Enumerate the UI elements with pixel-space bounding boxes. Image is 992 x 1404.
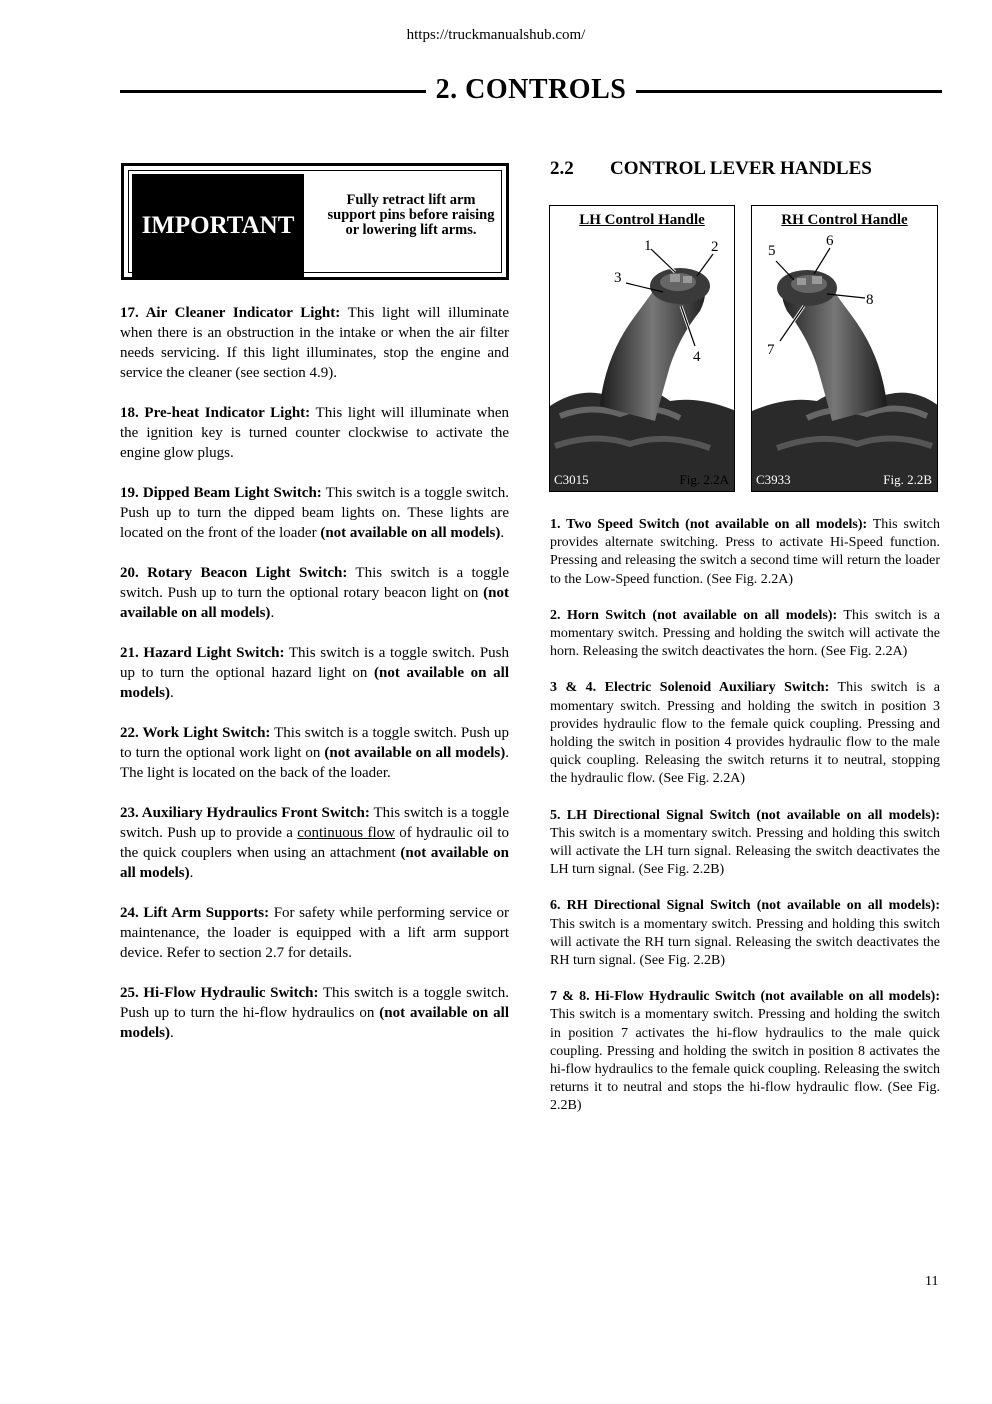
item-heading: 18. Pre-heat Indicator Light: (120, 405, 311, 421)
figure-caption-lh: Fig. 2.2A (679, 472, 729, 487)
item-paragraph (550, 679, 940, 788)
important-text: Fully retract lift arm support pins before raising or lowering lift arms. (327, 192, 495, 238)
item-body: This switch is a toggle switch. Push up to turn the dipped beam lights on. These lights are located on the front of the loader (120, 485, 509, 541)
rh-handle-illustration (752, 206, 938, 492)
item-heading: 1. Two Speed Switch (not available on all models): (550, 517, 868, 532)
item-body: This switch is a momentary switch. Pressing and holding this switch will activate the LH turn signal. Releasing the switch deactivates the LH turn signal. (See Fig. 2.2B) (550, 825, 940, 878)
item-paragraph (120, 403, 509, 463)
item-paragraph (120, 303, 509, 383)
item-tail: . The light is located on the back of the loader. (120, 745, 509, 781)
source-url: https://truckmanualshub.com/ (406, 27, 586, 43)
figure-title-lh: LH Control Handle (579, 212, 705, 228)
important-label: IMPORTANT (132, 174, 304, 277)
item-body: This switch is a momentary switch. Pressing and holding the switch in position 3 provides hydraulic flow to the female quick coupling. Pressing and holding the switch in position 4 provides hydraulic flow to the male quick coupling. Releasing the switch returns it to neutral, stopping the hydraulic flow. (See Fig. 2.2A) (550, 680, 940, 787)
item-body: For safety while performing service or maintenance, the loader is equipped with a lift arm support device. Refer to section 2.7 for details. (120, 905, 509, 961)
callout-7: 7 (767, 342, 775, 358)
section-heading: 2.2 CONTROL LEVER HANDLES (550, 158, 872, 179)
item-body: This switch is a toggle switch. Push up to turn the hi-flow hydraulics on (120, 985, 509, 1021)
item-heading: 20. Rotary Beacon Light Switch: (120, 565, 348, 581)
item-body: This light will illuminate when there is an obstruction in the intake or when the air filter needs servicing. If this light illuminates, stop the engine and service the cleaner (see section 4.9). (120, 305, 509, 381)
item-tail: . (170, 1025, 174, 1041)
header-rule-left (120, 90, 426, 93)
item-paragraph (550, 988, 940, 1115)
item-paragraph (120, 643, 509, 703)
callout-2: 2 (711, 239, 719, 255)
figure-rh-control-handle (751, 205, 938, 492)
item-23: 23. Auxiliary Hydraulics Front Switch: This switch is a toggle switch. Push up to provide a continuous flow of hydraulic oil to the quick couplers when using an attachment (not available on all models). (120, 805, 509, 881)
item-paragraph (120, 903, 509, 963)
figure-lh-control-handle (549, 205, 735, 492)
left-column (120, 303, 509, 1063)
item-paragraph (550, 807, 940, 880)
item-paragraph (120, 983, 509, 1043)
item-paragraph (120, 483, 509, 543)
header-rule-right (636, 90, 942, 93)
right-column (550, 516, 940, 1134)
figure-code-lh: C3015 (554, 472, 589, 487)
item-paragraph (120, 723, 509, 783)
availability-note: (not available on all models) (324, 745, 506, 761)
item-body: This switch is a toggle switch. Push up to turn the optional hazard light on (120, 645, 509, 681)
item-body: This switch is a momentary switch. Pressing and holding this switch will activate the RH turn signal. Releasing the switch deactivates the RH turn signal. (See Fig. 2.2B) (550, 916, 940, 969)
callout-8: 8 (866, 292, 874, 308)
item-heading: 25. Hi-Flow Hydraulic Switch: (120, 985, 319, 1001)
availability-note: (not available on all models) (120, 585, 509, 621)
availability-note: (not available on all models) (120, 1005, 509, 1041)
figure-title-rh: RH Control Handle (781, 212, 908, 228)
lh-handle-illustration (550, 206, 735, 492)
callout-4: 4 (693, 349, 701, 365)
left-items-b (120, 903, 509, 1043)
item-tail: . (170, 685, 174, 701)
item-heading: 17. Air Cleaner Indicator Light: (120, 305, 341, 321)
page-number: 11 (925, 1274, 939, 1289)
item-body: This switch is a momentary switch. Pressing and holding the switch in position 7 activates the hi-flow hydraulics to the male quick coupling. Pressing and holding the switch in position 8 activates the hi-flow hydraulics to the female quick coupling. Releasing the switch returns it to neutral and stops the hi-flow hydraulic flow. (See Fig. 2.2B) (550, 1007, 940, 1114)
callout-1: 1 (644, 238, 652, 254)
item-body: This switch is a toggle switch. Push up to turn the optional rotary beacon light on (120, 565, 509, 601)
availability-note: (not available on all models) (120, 665, 509, 701)
figure-caption-rh: Fig. 2.2B (883, 472, 932, 487)
item-heading: 21. Hazard Light Switch: (120, 645, 285, 661)
callout-3: 3 (614, 270, 622, 286)
item-body: This light will illuminate when the ignition key is turned counter clockwise to activate the engine glow plugs. (120, 405, 509, 461)
item-paragraph (120, 563, 509, 623)
left-items-a (120, 303, 509, 783)
item-tail: . (270, 605, 275, 621)
item-heading: 19. Dipped Beam Light Switch: (120, 485, 322, 501)
item-heading: 7 & 8. Hi-Flow Hydraulic Switch (not available on all models): (550, 989, 940, 1005)
important-notice (121, 163, 509, 280)
item-heading: 24. Lift Arm Supports: (120, 905, 270, 921)
item-heading: 2. Horn Switch (not available on all models): (550, 607, 838, 623)
availability-note: (not available on all models) (320, 525, 501, 541)
item-heading: 5. LH Directional Signal Switch (not available on all models): (550, 807, 940, 823)
item-heading: 22. Work Light Switch: (120, 725, 271, 741)
item-paragraph (550, 607, 940, 662)
callout-5: 5 (768, 243, 776, 259)
item-heading: 6. RH Directional Signal Switch (not available on all models): (550, 898, 940, 914)
item-tail: . (500, 525, 505, 541)
item-paragraph (550, 516, 940, 589)
item-body: This switch is a toggle switch. Push up to turn the optional work light on (120, 725, 510, 761)
item-paragraph (550, 897, 940, 970)
item-body: This switch is a momentary switch. Pressing and holding the switch will activate the horn. Releasing the switch deactivates the horn. (See Fig. 2.2A) (550, 607, 940, 660)
callout-6: 6 (826, 233, 834, 249)
important-inner-border (128, 170, 502, 273)
figure-code-rh: C3933 (756, 472, 791, 487)
item-heading: 3 & 4. Electric Solenoid Auxiliary Switch: (550, 680, 830, 696)
item-body: This switch provides alternate switching. Press to activate Hi-Speed function. Pressing and releasing the switch a second time will return the loader to the Low-Speed function. (See Fig. 2.2A) (550, 517, 940, 587)
chapter-title: 2. CONTROLS (435, 74, 627, 105)
